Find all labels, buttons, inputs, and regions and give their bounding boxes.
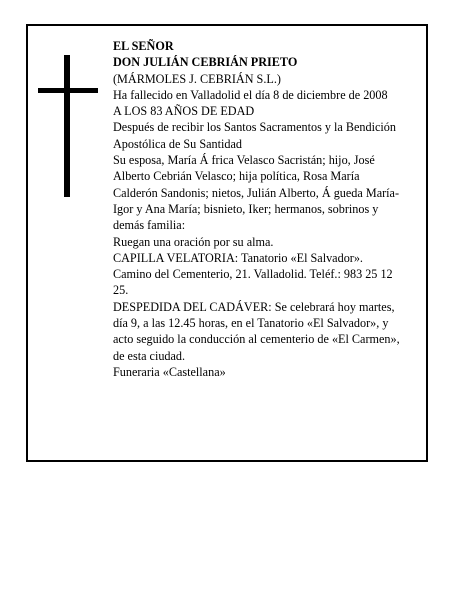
sacraments-statement: Después de recibir los Santos Sacramentos y la Bendición Apostólica de Su Santidad [113, 120, 396, 151]
prayer-request: Ruegan una oración por su alma. [113, 234, 274, 249]
cross-horizontal-bar [38, 88, 98, 93]
funeral-details: DESPEDIDA DEL CADÁVER: Se celebrará hoy martes, día 9, a las 12.45 horas, en el Tanatorio «El Salvador», y acto seguido la conducción al cementerio de «El Carmen», de esta ciudad. [113, 299, 400, 363]
age-statement: A LOS 83 AÑOS DE EDAD [113, 104, 255, 119]
deceased-name: DON JULIÁN CEBRIÁN PRIETO [113, 55, 298, 70]
notice-title: EL SEÑOR [113, 39, 174, 53]
funeral-home: Funeraria «Castellana» [113, 364, 226, 379]
wake-details: CAPILLA VELATORIA: Tanatorio «El Salvador». Camino del Cementerio, 21. Valladolid. Teléf.: 983 25 12 25. [113, 250, 393, 298]
death-statement: Ha fallecido en Valladolid el día 8 de diciembre de 2008 [113, 87, 388, 102]
company-name: (MÁRMOLES J. CEBRIÁN S.L.) [113, 71, 281, 86]
cross-vertical-bar [64, 55, 70, 197]
latin-cross-icon [38, 55, 98, 197]
family-list: Su esposa, María Á frica Velasco Sacristán; hijo, José Alberto Cebrián Velasco; hija política, Rosa María Calderón Sandonis; nietos, Julián Alberto, Á gueda María-Igor y Ana María; bisnieto, Iker; hermanos, sobrinos y demás familia: [113, 153, 400, 233]
obituary-text [113, 38, 403, 380]
